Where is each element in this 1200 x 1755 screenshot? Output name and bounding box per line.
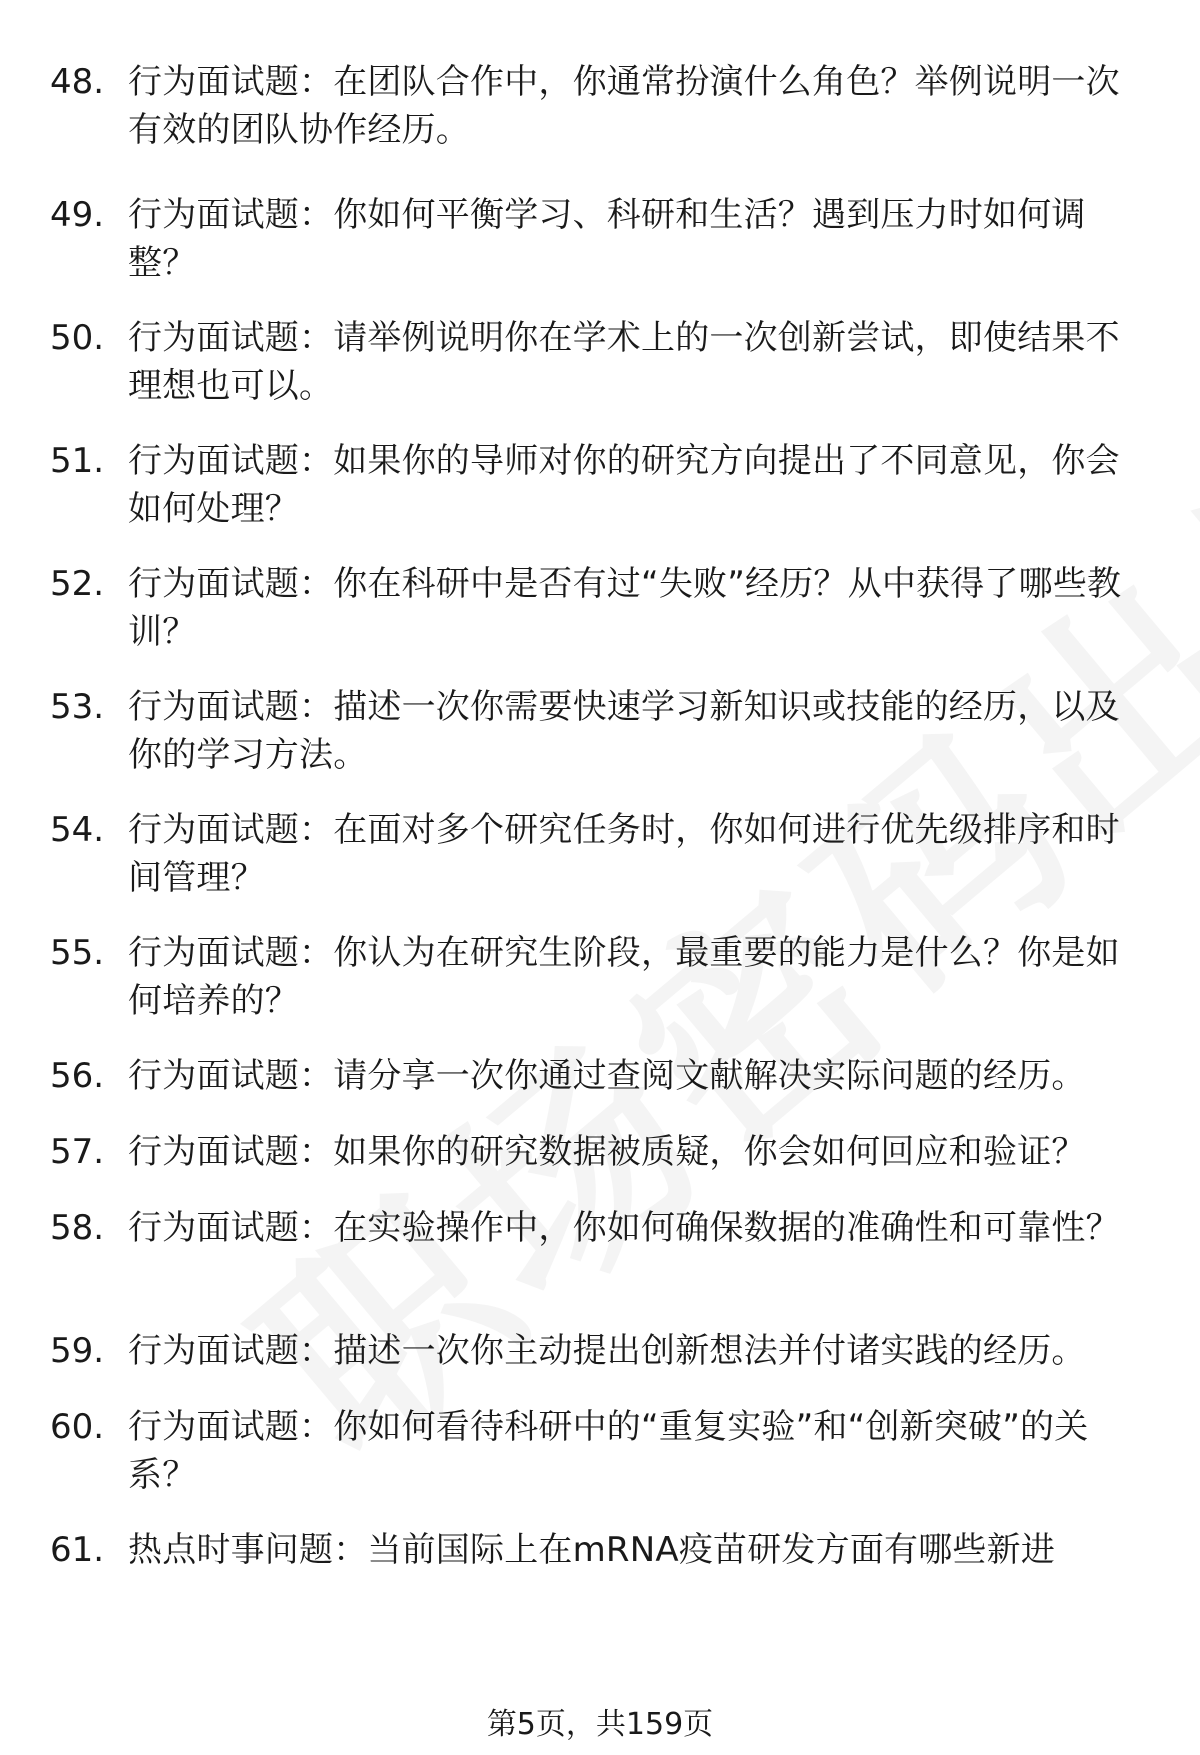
question-text: 行为面试题：如果你的导师对你的研究方向提出了不同意见，你会如何处理？ (128, 441, 1120, 529)
question-item (0, 806, 1200, 929)
question-text: 行为面试题：请分享一次你通过查阅文献解决实际问题的经历。 (128, 1056, 1086, 1096)
question-item (0, 1327, 1200, 1403)
question-item (0, 191, 1200, 314)
question-item (0, 1204, 1200, 1327)
question-item (0, 1526, 1200, 1574)
question-text: 行为面试题：你在科研中是否有过“失败”经历？从中获得了哪些教训？ (128, 564, 1122, 652)
question-text: 行为面试题：如果你的研究数据被质疑，你会如何回应和验证？ (128, 1132, 1086, 1172)
question-text: 热点时事问题：当前国际上在mRNA疫苗研发方面有哪些新进 (128, 1530, 1056, 1570)
question-number: 52. (50, 564, 105, 604)
question-item (0, 683, 1200, 806)
question-number: 49. (50, 195, 105, 235)
question-item (0, 929, 1200, 1052)
question-number: 55. (50, 933, 105, 973)
question-number: 57. (50, 1132, 105, 1172)
question-item (0, 1128, 1200, 1204)
page-footer: 第5页，共159页 (486, 1707, 714, 1742)
question-text: 行为面试题：在团队合作中，你通常扮演什么角色？举例说明一次有效的团队协作经历。 (128, 62, 1120, 150)
question-list (0, 58, 1200, 1574)
question-item (0, 58, 1200, 191)
question-item (0, 560, 1200, 683)
question-number: 59. (50, 1331, 105, 1371)
question-number: 58. (50, 1208, 105, 1248)
question-text: 行为面试题：你如何看待科研中的“重复实验”和“创新突破”的关系？ (128, 1407, 1089, 1495)
question-text: 行为面试题：在面对多个研究任务时，你如何进行优先级排序和时间管理？ (128, 810, 1120, 898)
question-number: 51. (50, 441, 105, 481)
question-text: 行为面试题：你如何平衡学习、科研和生活？遇到压力时如何调整？ (128, 195, 1086, 283)
question-text: 行为面试题：你认为在研究生阶段，最重要的能力是什么？你是如何培养的？ (128, 933, 1120, 1021)
question-item (0, 1052, 1200, 1128)
question-number: 53. (50, 687, 105, 727)
question-number: 60. (50, 1407, 105, 1447)
question-text: 行为面试题：描述一次你主动提出创新想法并付诸实践的经历。 (128, 1331, 1086, 1371)
question-text: 行为面试题：描述一次你需要快速学习新知识或技能的经历，以及你的学习方法。 (128, 687, 1120, 775)
question-text: 行为面试题：请举例说明你在学术上的一次创新尝试，即使结果不理想也可以。 (128, 318, 1120, 406)
question-item (0, 1403, 1200, 1526)
question-item (0, 437, 1200, 560)
question-number: 48. (50, 62, 105, 102)
question-item (0, 314, 1200, 437)
question-number: 56. (50, 1056, 105, 1096)
question-number: 61. (50, 1530, 105, 1570)
question-number: 50. (50, 318, 105, 358)
question-number: 54. (50, 810, 105, 850)
question-text: 行为面试题：在实验操作中，你如何确保数据的准确性和可靠性？ (128, 1208, 1120, 1248)
